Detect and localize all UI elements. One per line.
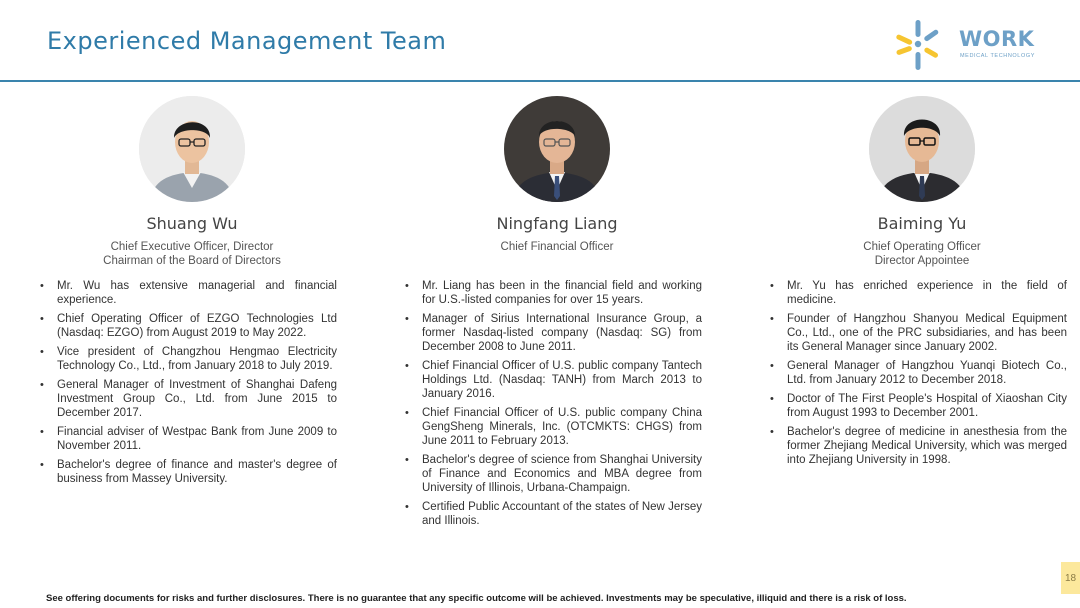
slide-title: Experienced Management Team xyxy=(47,27,447,55)
member-bullet-list xyxy=(767,279,1077,467)
member-photo xyxy=(869,96,975,202)
person-portrait-icon xyxy=(139,96,245,202)
header-divider xyxy=(0,80,1080,82)
member-role xyxy=(37,240,347,272)
logo-wordmark: WORK xyxy=(959,27,1035,51)
member-role-line: Chief Executive Officer, Director xyxy=(110,241,274,253)
bullet-item: • Financial adviser of Westpac Bank from June 2009 to November 2011. xyxy=(37,425,347,453)
bullet-item: • Manager of Sirius International Insurance Group, a former Nasdaq-listed company (Nasdaq: SG) from December 2008 to June 2011. xyxy=(402,312,712,354)
person-portrait-icon xyxy=(504,96,610,202)
member-role-line: Director Appointee xyxy=(874,255,970,267)
bullet-item: • Chief Financial Officer of U.S. public company China GengSheng Minerals, Inc. (OTCMKTS: CHGS) from June 2011 to February 2013. xyxy=(402,406,712,448)
bullet-item: • Mr. Wu has extensive managerial and financial experience. xyxy=(37,279,347,307)
bullet-item: • Vice president of Changzhou Hengmao Electricity Technology Co., Ltd., from January 2018 to July 2019. xyxy=(37,345,347,373)
member-role-line: Chairman of the Board of Directors xyxy=(103,255,281,267)
bullet-item: • General Manager of Investment of Shanghai Dafeng Investment Group Co., Ltd. from June 2015 to December 2017. xyxy=(37,378,347,420)
footer-disclaimer: See offering documents for risks and further disclosures. There is no guarantee that any specific outcome will be achieved. Investments may be speculative, illiquid and there is a risk of loss. xyxy=(46,593,907,604)
bullet-item: • Mr. Liang has been in the financial field and working for U.S.-listed companies for over 15 years. xyxy=(402,279,712,307)
bullet-item: • Certified Public Accountant of the states of New Jersey and Illinois. xyxy=(402,500,712,528)
member-name: Baiming Yu xyxy=(877,214,967,233)
bullet-item: • Bachelor's degree of finance and master's degree of business from Massey University. xyxy=(37,458,347,486)
bullet-item: • Chief Operating Officer of EZGO Technologies Ltd (Nasdaq: EZGO) from August 2019 to May 2022. xyxy=(37,312,347,340)
member-bullet-list xyxy=(402,279,712,528)
bullet-item: • Doctor of The First People's Hospital of Xiaoshan City from August 1993 to December 2001. xyxy=(767,392,1077,420)
company-logo xyxy=(893,17,1053,75)
person-portrait-icon xyxy=(869,96,975,202)
member-name: Shuang Wu xyxy=(146,214,238,233)
bullet-item: • General Manager of Hangzhou Yuanqi Biotech Co., Ltd. from January 2012 to December 2018. xyxy=(767,359,1077,387)
member-photo xyxy=(139,96,245,202)
logo-subtitle: MEDICAL TECHNOLOGY xyxy=(960,53,1035,59)
team-member-card-1 xyxy=(37,96,347,491)
team-member-card-3 xyxy=(767,96,1077,472)
page-number-badge: 18 xyxy=(1061,562,1080,594)
bullet-item: • Founder of Hangzhou Shanyou Medical Equipment Co., Ltd., one of the PRC subsidiaries, and has been its General Manager since January 2002. xyxy=(767,312,1077,354)
member-bullet-list xyxy=(37,279,347,486)
member-role-line: Chief Operating Officer xyxy=(863,241,981,253)
member-photo xyxy=(504,96,610,202)
bullet-item: • Chief Financial Officer of U.S. public company Tantech Holdings Ltd. (Nasdaq: TANH) from March 2013 to January 2016. xyxy=(402,359,712,401)
bullet-item: • Bachelor's degree of science from Shanghai University of Finance and Economics and MBA degree from University of Illinois, Urbana-Champaign. xyxy=(402,453,712,495)
member-role xyxy=(767,240,1077,272)
work-logo-mark-icon xyxy=(893,17,943,73)
member-role xyxy=(402,240,712,272)
bullet-item: • Bachelor's degree of medicine in anesthesia from the former Zhejiang Medical University, which was merged into Zhejiang University in 1998. xyxy=(767,425,1077,467)
team-member-card-2 xyxy=(402,96,712,533)
member-role-line: Chief Financial Officer xyxy=(500,241,614,253)
bullet-item: • Mr. Yu has enriched experience in the field of medicine. xyxy=(767,279,1077,307)
member-name: Ningfang Liang xyxy=(496,214,618,233)
